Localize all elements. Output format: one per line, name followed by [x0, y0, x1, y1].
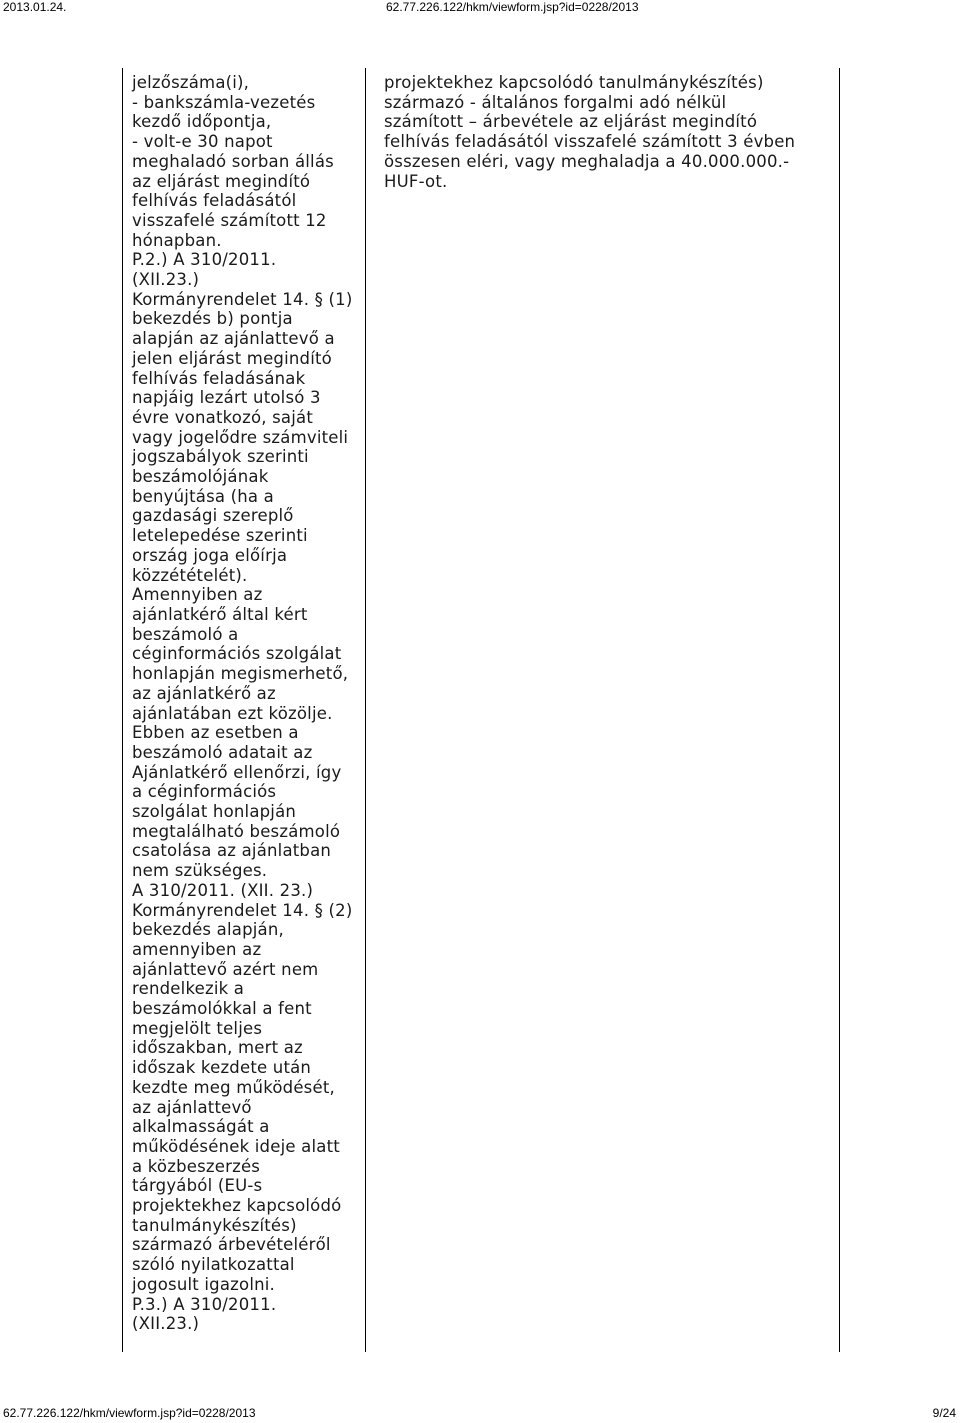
text-line: rendelkezik a	[132, 979, 245, 999]
text-line: gazdasági szereplő	[132, 506, 294, 526]
text-line: ajánlattevő azért nem	[132, 959, 319, 979]
text-line: céginformációs szolgálat	[132, 644, 342, 664]
text-line: időszak kezdete után	[132, 1058, 312, 1078]
table-border-left	[122, 68, 123, 1352]
text-line: kezdő időpontja,	[132, 112, 272, 132]
text-line: letelepedése szerinti	[132, 526, 308, 546]
table-column-divider	[365, 68, 366, 1352]
text-line: megtalálható beszámoló	[132, 821, 341, 841]
text-line: származó - általános forgalmi adó nélkül	[384, 92, 727, 112]
text-line: ország joga előírja	[132, 545, 288, 565]
text-line: napjáig lezárt utolsó 3	[132, 388, 321, 408]
text-line: Ajánlatkérő ellenőrzi, így	[132, 762, 342, 782]
text-line: jogosult igazolni.	[132, 1274, 275, 1294]
text-line: az eljárást megindító	[132, 171, 311, 191]
print-url: 62.77.226.122/hkm/viewform.jsp?id=0228/2013	[386, 0, 639, 14]
text-line: Amennyiben az	[132, 585, 263, 605]
text-line: beszámolókkal a fent	[132, 999, 312, 1019]
text-line: beszámoló adatait az	[132, 742, 313, 762]
text-line: működésének ideje alatt	[132, 1136, 340, 1156]
text-line: közzétételét).	[132, 565, 248, 585]
text-line: időszakban, mert az	[132, 1038, 303, 1058]
text-line: - volt-e 30 napot	[132, 132, 273, 152]
text-line: megjelölt teljes	[132, 1018, 263, 1038]
text-line: meghaladó sorban állás	[132, 151, 334, 171]
text-line: hónapban.	[132, 230, 222, 250]
text-line: felhívás feladásától visszafelé számított 3 évben	[384, 132, 796, 152]
text-line: ajánlatában ezt közölje.	[132, 703, 333, 723]
text-line: (XII.23.)	[132, 270, 200, 290]
text-line: jelzőszáma(i),	[132, 73, 250, 92]
print-footer	[0, 1406, 960, 1422]
text-line: bekezdés alapján,	[132, 920, 284, 940]
text-line: beszámoló a	[132, 624, 239, 644]
text-line: Ebben az esetben a	[132, 723, 299, 743]
text-line: A 310/2011. (XII. 23.)	[132, 880, 314, 900]
text-line: származó árbevételéről	[132, 1235, 331, 1255]
text-line: nem szükséges.	[132, 861, 268, 881]
text-line: jogszabályok szerinti	[132, 447, 309, 467]
text-line: HUF-ot.	[384, 171, 448, 191]
text-line: bekezdés b) pontja	[132, 309, 293, 329]
text-line: felhívás feladásának	[132, 368, 306, 388]
print-header	[0, 0, 960, 16]
text-line: projektekhez kapcsolódó	[132, 1196, 342, 1216]
print-date: 2013.01.24.	[3, 0, 67, 14]
text-line: az ajánlatkérő az	[132, 683, 276, 703]
document-table	[122, 68, 846, 1352]
text-line: visszafelé számított 12	[132, 210, 327, 230]
text-line: P.2.) A 310/2011.	[132, 250, 277, 270]
text-line: szolgálat honlapján	[132, 802, 297, 822]
text-line: évre vonatkozó, saját	[132, 407, 314, 427]
text-line: benyújtása (ha a	[132, 486, 274, 506]
text-line: csatolása az ajánlatban	[132, 841, 332, 861]
text-line: amennyiben az	[132, 939, 262, 959]
text-line: tanulmánykészítés)	[132, 1215, 297, 1235]
text-line: a közbeszerzés	[132, 1156, 261, 1176]
text-line: (XII.23.)	[132, 1314, 200, 1334]
text-line: ajánlatkérő által kért	[132, 604, 308, 624]
text-line: számított – árbevétele az eljárást megindító	[384, 112, 758, 132]
page-number: 9/24	[932, 1406, 956, 1420]
text-line: jelen eljárást megindító	[132, 348, 332, 368]
text-line: az ajánlattevő	[132, 1097, 252, 1117]
text-line: alapján az ajánlattevő a	[132, 329, 335, 349]
text-line: kezdte meg működését,	[132, 1077, 335, 1097]
text-line: alkalmasságát a	[132, 1117, 270, 1137]
text-line: Kormányrendelet 14. § (1)	[132, 289, 353, 309]
table-cell-left	[132, 73, 364, 1334]
text-line: felhívás feladásától	[132, 191, 297, 211]
footer-url: 62.77.226.122/hkm/viewform.jsp?id=0228/2013	[3, 1406, 256, 1420]
text-line: Kormányrendelet 14. § (2)	[132, 900, 353, 920]
text-line: összesen eléri, vagy meghaladja a 40.000.000.-	[384, 151, 790, 171]
text-line: P.3.) A 310/2011.	[132, 1294, 277, 1314]
text-line: szóló nyilatkozattal	[132, 1255, 295, 1275]
text-line: beszámolójának	[132, 467, 269, 487]
text-line: vagy jogelődre számviteli	[132, 427, 349, 447]
table-cell-right	[384, 73, 836, 191]
table-border-right	[839, 68, 840, 1352]
text-line: projektekhez kapcsolódó tanulmánykészítés)	[384, 73, 764, 92]
text-line: a céginformációs	[132, 782, 277, 802]
text-line: tárgyából (EU-s	[132, 1176, 263, 1196]
text-line: honlapján megismerhető,	[132, 664, 349, 684]
text-line: - bankszámla-vezetés	[132, 92, 316, 112]
